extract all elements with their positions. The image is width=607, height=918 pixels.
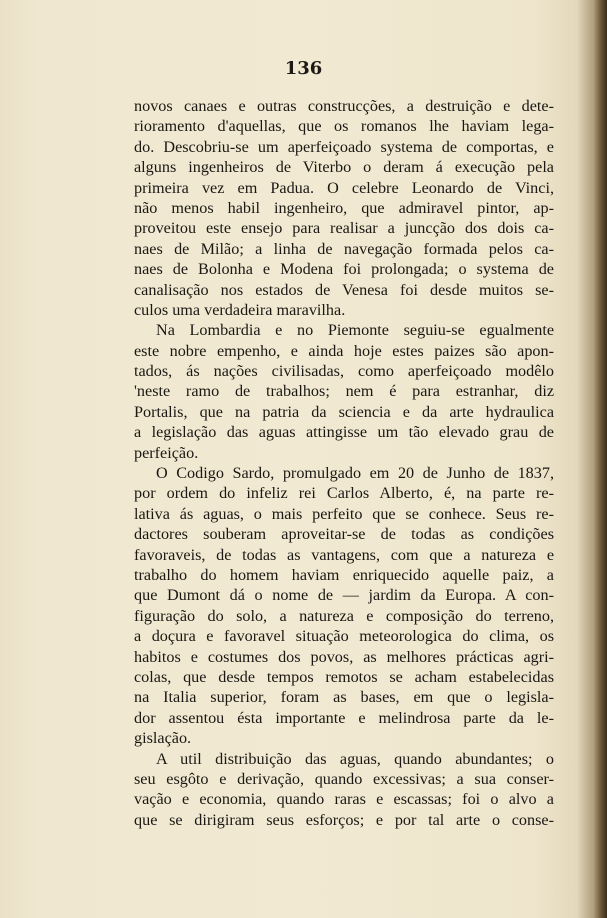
text-line: seu esgôto e derivação, quando excessivas; a sua conser- (134, 769, 554, 788)
text-line: por ordem do infeliz rei Carlos Alberto, é, na parte re- (134, 484, 554, 503)
text-line: rioramento d'aquellas, que os romanos lhe haviam lega- (134, 117, 554, 136)
text-line: a doçura e favoravel situação meteorologica do clima, os (134, 627, 554, 646)
text-line: alguns ingenheiros de Viterbo o deram á execução pela (134, 158, 554, 177)
text-line: colas, que desde tempos remotos se acham estabelecidas (134, 667, 554, 686)
text-line: dor assentou ésta importante e melindrosa parte da le- (134, 708, 554, 727)
text-line: perfeição. (134, 443, 199, 462)
text-line: habitos e costumes dos povos, as melhores prácticas agri- (134, 647, 554, 666)
text-line: gislação. (134, 729, 192, 748)
text-line: favoraveis, de todas as vantagens, com que a natureza e (134, 545, 554, 564)
text-line: canalisação nos estados de Venesa foi desde muitos se- (134, 280, 554, 299)
text-line: trabalho do homem haviam enriquecido aquelle paiz, a (134, 565, 554, 584)
text-line: naes de Bolonha e Modena foi prolongada; o systema de (134, 260, 554, 279)
text-line: culos uma verdadeira maravilha. (134, 300, 346, 319)
text-line: 'neste ramo de trabalhos; nem é para estranhar, diz (134, 382, 554, 401)
page-number: 136 (284, 58, 323, 79)
text-line: na Italia superior, foram as bases, em que o legisla- (134, 688, 554, 707)
page-gutter-shadow (577, 0, 607, 918)
text-line: tados, ás nações civilisadas, como aperfeiçoado modêlo (134, 362, 554, 381)
text-line: novos canaes e outras construcções, a destruição e dete- (134, 97, 554, 115)
text-line: que Dumont dá o nome de — jardim da Europa. A con- (134, 586, 554, 605)
text-line: que se dirigiram seus esforços; e por tal arte o conse- (134, 810, 554, 829)
text-line: naes de Milão; a linha de navegação formada pelos ca- (134, 239, 554, 258)
text-line: dactores souberam aproveitar-se de todas as condições (134, 525, 554, 544)
text-line: Na Lombardia e no Piemonte seguiu-se egualmente (156, 321, 554, 340)
text-line: Portalis, que na patria da sciencia e da arte hydraulica (134, 402, 554, 421)
text-line: A util distribuição das aguas, quando abundantes; o (156, 749, 554, 768)
text-line: a legislação das aguas attingisse um tão elevado grau de (134, 423, 554, 442)
text-line: figuração do solo, a natureza e composição do terreno, (134, 606, 554, 625)
text-line: não menos habil ingenheiro, que admiravel pintor, ap- (134, 198, 554, 217)
text-line: O Codigo Sardo, promulgado em 20 de Junho de 1837, (156, 464, 554, 483)
text-line: proveitou este ensejo para realisar a juncção dos dois ca- (134, 219, 554, 238)
text-line: lativa ás aguas, o mais perfeito que se conhece. Seus re- (134, 504, 554, 523)
text-line: vação e economia, quando raras e escassas; foi o alvo a (134, 790, 554, 809)
text-line: primeira vez em Padua. O celebre Leonardo de Vinci, (134, 178, 554, 197)
text-line: do. Descobriu-se um aperfeiçoado systema de comportas, e (134, 137, 554, 156)
text-line: este nobre empenho, e ainda hoje estes paizes são apon- (134, 341, 554, 360)
body-text (134, 96, 554, 830)
